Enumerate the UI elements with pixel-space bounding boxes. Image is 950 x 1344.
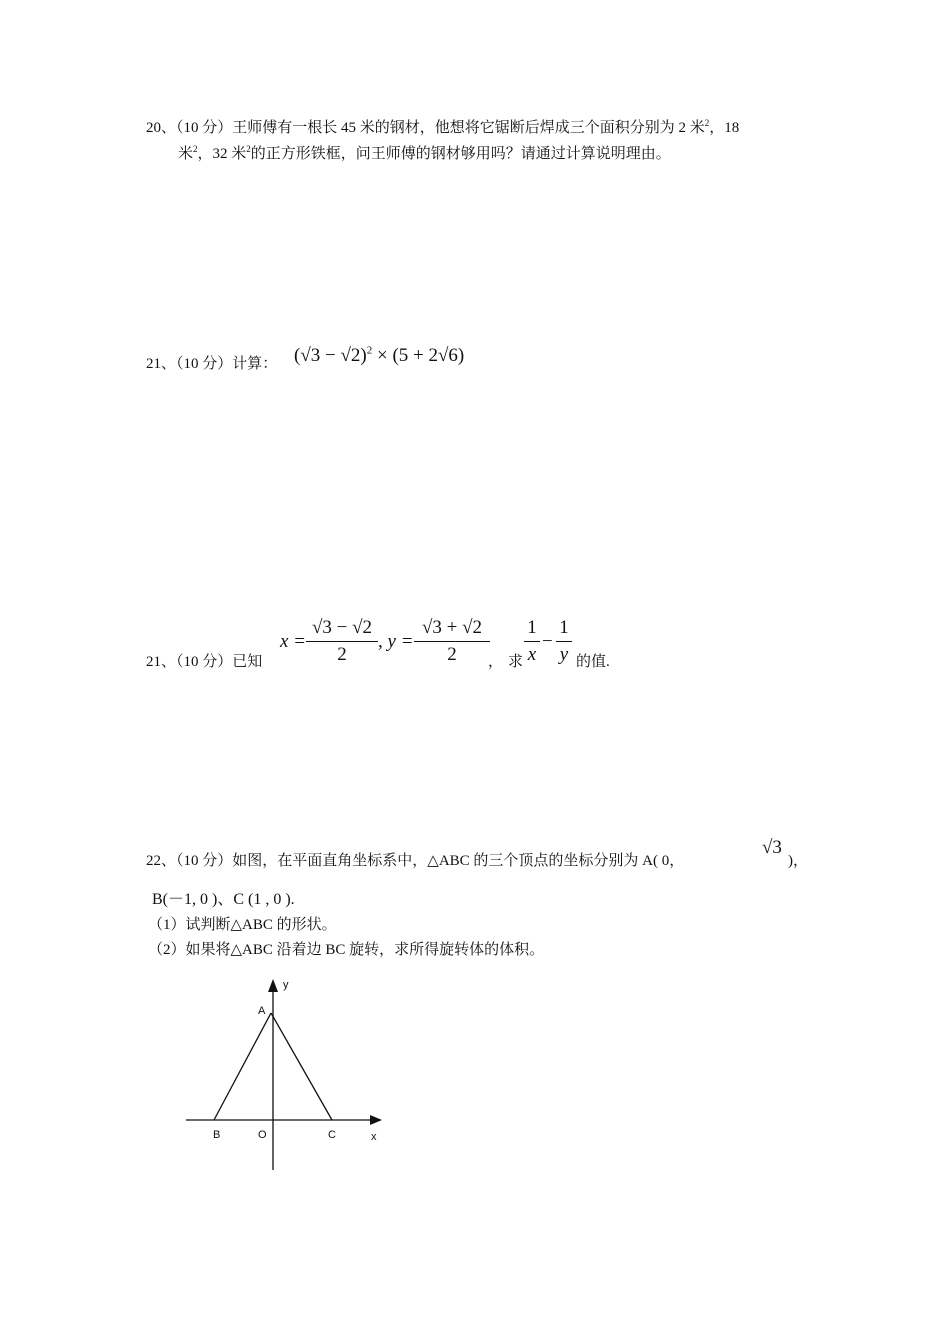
q20-sup3: 2 [246,144,251,154]
q21b-frac-1x-bar [524,641,540,642]
q22-part2: （2）如果将△ABC 沿着边 BC 旋转，求所得旋转体的体积。 [148,942,545,958]
q21a-expr-sup: 2 [366,344,373,357]
side-ac [271,1013,332,1120]
q21b-x-denominator: 2 [337,644,347,665]
label-a: A [258,1005,266,1017]
q21a-score: （10 分） [176,356,233,372]
triangle-figure [180,975,400,1175]
q20-line1 [146,118,739,138]
y-axis-arrow-icon [268,979,278,992]
label-o: O [258,1129,267,1141]
q21b-label: 已知 [232,654,263,670]
q21b-y-lhs: , y = [378,631,414,652]
q21b-frac-1x-num: 1 [527,617,537,638]
x-axis-arrow-icon [370,1115,382,1125]
q21b-ask: 求 [508,654,524,670]
q21b-y-fraction [414,617,490,666]
q20-text1: 王师傅有一根长 45 米的钢材，他想将它锯断后焊成三个面积分别为 2 米 [232,120,705,136]
q20-text1b: ，18 [709,120,740,136]
label-c: C [328,1129,336,1141]
q21b-line [146,652,262,672]
q21b-frac-1y-num: 1 [559,617,569,638]
q20-number: 20、 [146,120,177,136]
q22-score: （10 分） [176,853,233,869]
q21a-expression [294,344,464,368]
q21b-tail: 的值. [576,654,610,670]
q21a-label: 计算： [232,356,278,372]
q22-number: 22、 [146,853,177,869]
label-x: x [371,1131,377,1143]
q21b-minus: − [542,631,553,652]
q22-root3: √3 [762,837,782,858]
q21b-frac-1y-den: y [559,644,569,665]
q21b-y-denominator: 2 [447,644,457,665]
q20-text2b: ，32 米 [197,146,247,162]
q21b-frac-1y [556,617,572,666]
q20-line2 [178,144,671,164]
q21b-frac-1y-bar [556,641,572,642]
q21b-x-fraction [306,617,378,666]
q22-line1 [146,851,684,871]
label-b: B [213,1129,221,1141]
q20-sup2: 2 [193,144,198,154]
q21a-expr-b: × (5 + 2√6) [372,345,465,366]
q21a-expr-a: (√3 − √2) [294,345,367,366]
q21b-y-bar [414,641,490,642]
q21a-line [146,354,277,374]
q22-line2: B(－1, 0 )、C (1 , 0 ). [152,891,295,908]
q21b-comma: ， [488,654,504,670]
side-ab [214,1013,271,1120]
q20-score: （10 分） [176,120,233,136]
q21b-frac-1x [524,617,540,666]
q22-text1b: )， [788,853,808,869]
q21b-y-numerator: √3 + √2 [421,617,483,638]
q20-text2c: 的正方形铁框，问王师傅的钢材够用吗？请通过计算说明理由。 [250,146,671,162]
q21b-frac-1x-den: x [527,644,537,665]
q20-text2a: 米 [178,146,194,162]
q21b-number: 21、 [146,654,177,670]
label-y: y [283,979,289,991]
q22-text1: 如图，在平面直角坐标系中，△ABC 的三个顶点的坐标分别为 A( 0， [232,853,685,869]
q21a-number: 21、 [146,356,177,372]
q21b-x-lhs: x = [280,631,307,652]
q21b-x-numerator: √3 − √2 [311,617,373,638]
q21b-x-bar [306,641,378,642]
q22-part1: （1）试判断△ABC 的形状。 [148,917,337,933]
q20-sup1: 2 [704,118,710,128]
q21b-score: （10 分） [176,654,233,670]
